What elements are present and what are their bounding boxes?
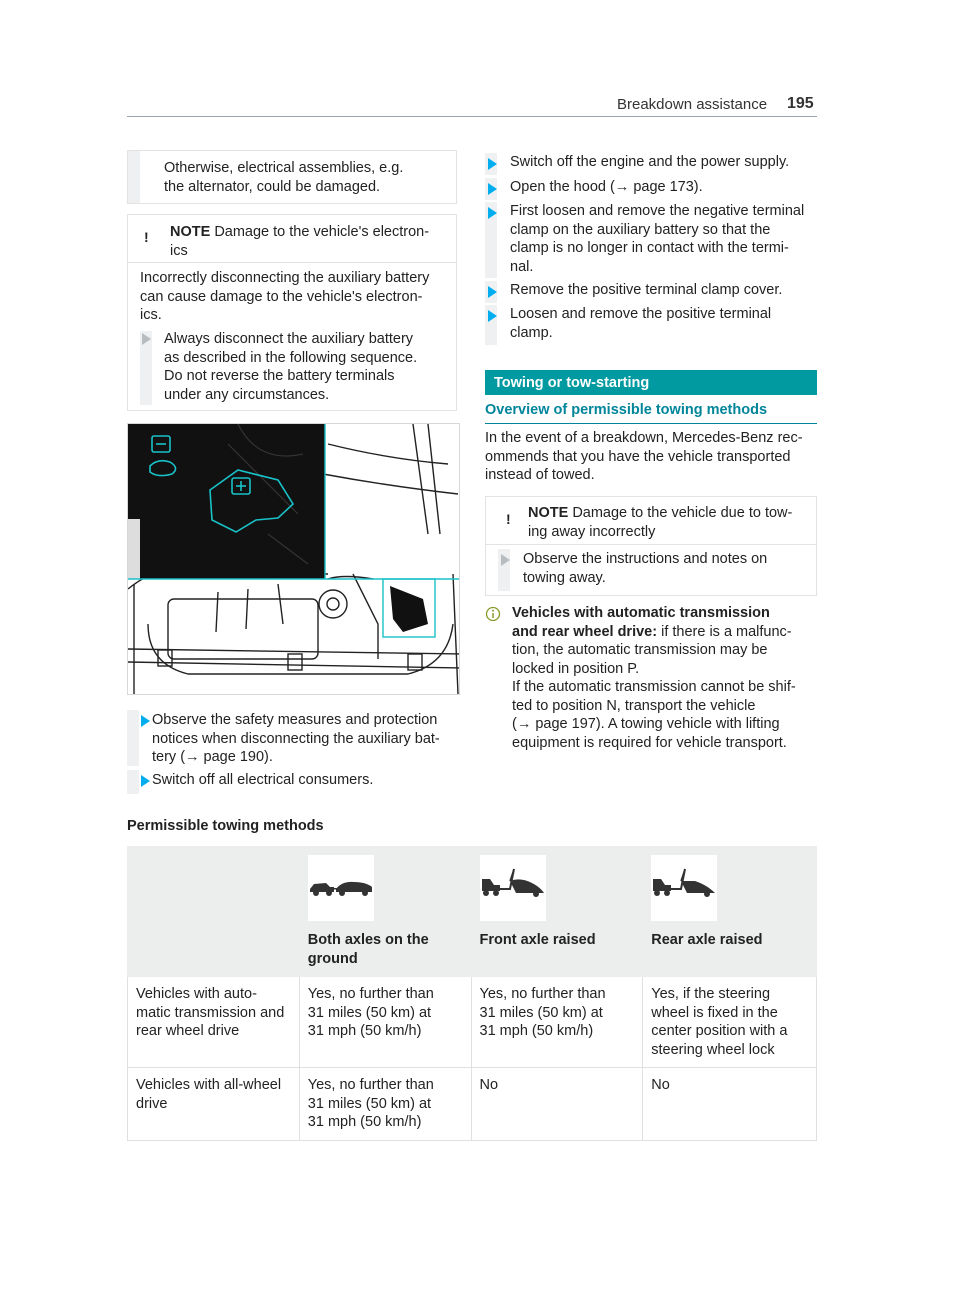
intro-paragraph (485, 429, 817, 485)
step-text-line: nal. (510, 258, 534, 275)
note-step-line: under any circumstances. (164, 386, 330, 403)
cell-line: No (479, 1077, 499, 1093)
engine-bay-drawing (128, 424, 460, 695)
step-arrow-icon (488, 158, 497, 170)
table-header-rear-raised (643, 847, 817, 977)
info-line: equipment is required for vehicle transport. (512, 734, 787, 751)
warning-text-line: the alternator, could be damaged. (164, 178, 381, 195)
info-line (512, 623, 822, 642)
table-row (128, 1068, 817, 1141)
cell-line: Yes, no further than (479, 986, 606, 1002)
left-step-2 (127, 770, 457, 794)
info-line: ted to position N, transport the vehicle (512, 697, 756, 714)
info-bold: and rear wheel drive: (512, 623, 658, 640)
step-text-line: Switch off all electrical consumers. (152, 772, 374, 788)
note-step-line: Do not reverse the battery terminals (164, 368, 395, 384)
right-step-3 (485, 202, 817, 278)
right-step-4 (485, 281, 817, 303)
note-step (164, 330, 417, 404)
cell-line: 31 mph (50 km/h) (479, 1023, 594, 1039)
step-text-line: First loosen and remove the negative terminal (510, 203, 805, 219)
towing-methods-table (127, 846, 817, 1141)
table-header-front-raised (471, 847, 643, 977)
step-text-line: notices when disconnecting the auxiliary bat- (152, 730, 440, 747)
info-line: locked in position P. (512, 660, 640, 677)
info-text: if there is a malfunc- (657, 623, 792, 640)
note-step-line: towing away. (523, 569, 606, 586)
step-arrow-icon (501, 554, 510, 566)
step-arrow-icon (488, 286, 497, 298)
note-body-line: ics. (140, 307, 162, 323)
table-cell (299, 977, 471, 1068)
cell-line: Vehicles with all-wheel (136, 1077, 282, 1093)
cell-line: Yes, if the steering (651, 986, 771, 1002)
info-line: If the automatic transmission cannot be shif- (512, 679, 796, 695)
page-number: 195 (787, 95, 814, 112)
cell-line: 31 miles (50 km) at (307, 1004, 432, 1021)
table-row (128, 977, 817, 1068)
cell-line: Yes, no further than (307, 1077, 434, 1093)
note-label: NOTE (170, 224, 211, 240)
step-strip (127, 770, 139, 794)
header-label: Rear axle raised (651, 932, 763, 948)
note-title: ics (170, 242, 188, 259)
step-arrow-icon (142, 333, 151, 345)
step-strip (127, 710, 139, 766)
note-label: NOTE (528, 505, 569, 521)
table-caption: Permissible towing methods (127, 818, 324, 834)
step-text-line[interactable]: Open the hood (→ page 173). (510, 179, 703, 195)
step-text-line: clamp. (510, 324, 553, 341)
step-text-line: clamp on the auxiliary battery so that the (510, 221, 771, 238)
cell-line: 31 miles (50 km) at (479, 1004, 603, 1021)
subsection-title: Overview of permissible towing methods (485, 401, 817, 424)
step-text-line: clamp is no longer in contact with the termi- (510, 240, 789, 256)
step-text-line (152, 748, 440, 767)
cell-line: drive (136, 1095, 168, 1112)
car-flat-tow-icon (308, 855, 374, 921)
header-label: Both axles on the (307, 932, 429, 948)
right-step-1 (485, 153, 817, 175)
header-label: ground (307, 950, 358, 967)
step-arrow-icon (488, 310, 497, 322)
intro-line: In the event of a breakdown, Mercedes-Benz rec- (485, 430, 803, 446)
step-arrow-icon (141, 775, 150, 787)
cell-line: Vehicles with auto- (136, 986, 257, 1002)
intro-line: ommends that you have the vehicle transported (485, 448, 791, 465)
cell-line: 31 mph (50 km/h) (307, 1114, 422, 1130)
note-step-line: Observe the instructions and notes on (523, 551, 768, 567)
header-rule (127, 116, 817, 117)
left-step-1 (127, 710, 457, 766)
note-title: ing away incorrectly (528, 523, 656, 540)
engine-compartment-illustration (127, 423, 460, 695)
note-title: Damage to the vehicle's electron- (214, 224, 430, 240)
cell-line: 31 miles (50 km) at (307, 1095, 432, 1112)
step-text-line: Remove the positive terminal clamp cover. (510, 282, 783, 298)
warning-continuation-box (127, 150, 457, 204)
right-step-2 (485, 178, 817, 200)
cell-line: matic transmission and (136, 1004, 285, 1021)
table-cell (643, 1068, 817, 1141)
right-step-5 (485, 305, 817, 345)
step-text-line: Switch off the engine and the power supply. (510, 154, 790, 170)
cell-line: No (651, 1077, 670, 1093)
intro-line: instead of towed. (485, 467, 595, 483)
info-icon (485, 606, 501, 622)
note-box-electronics (127, 214, 457, 411)
cell-line: rear wheel drive (136, 1023, 240, 1039)
step-arrow-icon (488, 183, 497, 195)
table-header-row (128, 847, 817, 977)
step-text-line: Observe the safety measures and protection (152, 712, 438, 728)
note-body-line: can cause damage to the vehicle's electron- (140, 288, 423, 305)
row-label (128, 1068, 300, 1141)
note-body-line: Incorrectly disconnecting the auxiliary battery (140, 270, 430, 286)
box-strip (128, 151, 140, 203)
note-box-towing (485, 496, 817, 596)
step-arrow-icon (488, 207, 497, 219)
note-step-line: as described in the following sequence. (164, 349, 418, 366)
table-cell (643, 977, 817, 1068)
table-header-empty (128, 847, 300, 977)
section-title: Towing or tow-starting (485, 370, 817, 395)
step-text-line: Loosen and remove the positive terminal (510, 306, 772, 322)
info-bold-line: Vehicles with automatic transmission (512, 605, 770, 621)
info-line: tion, the automatic transmission may be (512, 642, 768, 658)
cell-line: steering wheel lock (651, 1041, 775, 1058)
info-line: (→ page 197). A towing vehicle with lifting (512, 716, 780, 732)
note-body (140, 269, 429, 325)
cell-line: center position with a (651, 1023, 788, 1039)
page-link[interactable]: tery (→ page 190). (152, 749, 273, 765)
header-label: Front axle raised (479, 932, 596, 948)
note-title: Damage to the vehicle due to tow- (572, 505, 793, 521)
table-header-both-axles (299, 847, 471, 977)
table-cell (299, 1068, 471, 1141)
tow-truck-front-icon (480, 855, 546, 921)
running-header-title: Breakdown assistance (617, 96, 768, 113)
note-header (128, 215, 456, 263)
cell-line: 31 mph (50 km/h) (307, 1023, 422, 1039)
cell-line: wheel is fixed in the (651, 1004, 778, 1021)
note-header (486, 497, 816, 545)
cell-line: Yes, no further than (307, 986, 434, 1002)
table-cell (471, 977, 643, 1068)
warning-text-line: Otherwise, electrical assemblies, e.g. (164, 160, 404, 176)
exclamation-icon: ! (144, 229, 149, 245)
step-arrow-icon (141, 715, 150, 727)
row-label (128, 977, 300, 1068)
table-cell (471, 1068, 643, 1141)
tow-truck-rear-icon (651, 855, 717, 921)
exclamation-icon: ! (506, 511, 511, 527)
note-step-line: Always disconnect the auxiliary battery (164, 331, 414, 347)
